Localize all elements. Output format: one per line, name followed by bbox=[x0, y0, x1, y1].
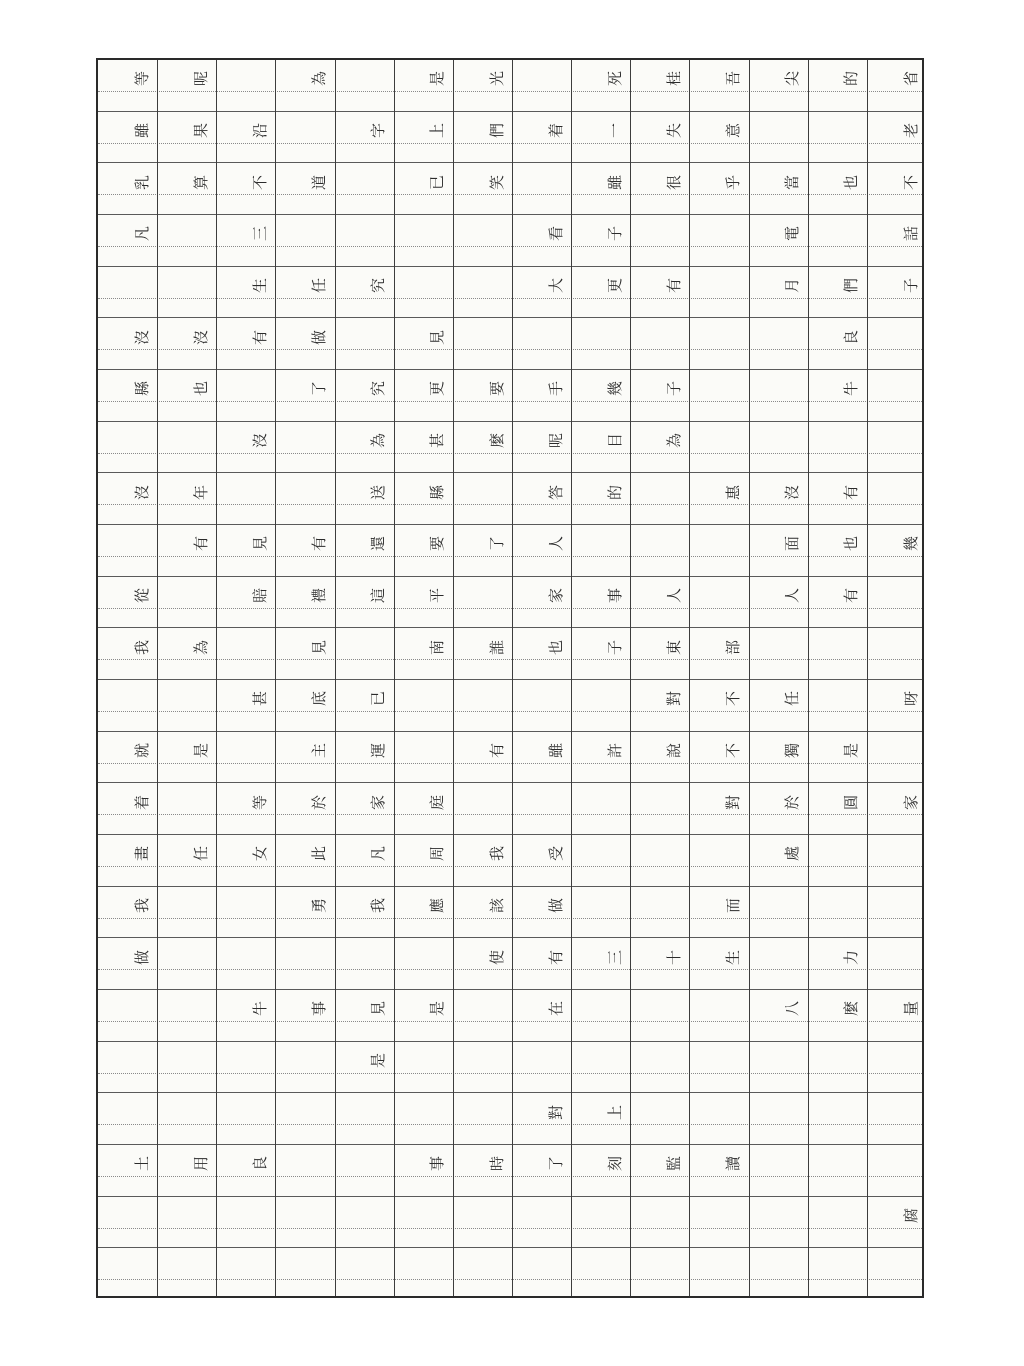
grid-character: 道 bbox=[310, 174, 329, 190]
grid-character: 乳 bbox=[132, 174, 151, 190]
grid-subline bbox=[98, 1197, 922, 1229]
grid-column-line bbox=[216, 60, 217, 1296]
grid-character: 甚 bbox=[250, 691, 269, 707]
grid-character: 良 bbox=[250, 1156, 269, 1172]
grid-character: 運 bbox=[369, 743, 388, 759]
grid-character: 縣 bbox=[428, 484, 447, 500]
grid-character: 們 bbox=[487, 123, 506, 139]
grid-character: 月 bbox=[783, 278, 802, 294]
grid-character: 此 bbox=[310, 846, 329, 862]
grid-character: 為 bbox=[664, 433, 683, 449]
grid-character: 呀 bbox=[901, 691, 920, 707]
grid-character: 也 bbox=[842, 536, 861, 552]
grid-character: 東 bbox=[664, 639, 683, 655]
grid-character: 而 bbox=[724, 898, 743, 914]
grid-subline bbox=[98, 1248, 922, 1280]
grid-character: 呢 bbox=[191, 71, 210, 87]
grid-column-line bbox=[808, 60, 809, 1296]
grid-character: 子 bbox=[605, 639, 624, 655]
grid-column-line bbox=[157, 60, 158, 1296]
grid-character: 該 bbox=[487, 898, 506, 914]
grid-character: 主 bbox=[310, 743, 329, 759]
grid-character: 周 bbox=[428, 846, 447, 862]
grid-character: 沒 bbox=[132, 329, 151, 345]
grid-subline bbox=[98, 938, 922, 970]
grid-character: 對 bbox=[546, 1104, 565, 1120]
grid-character: 更 bbox=[428, 381, 447, 397]
grid-character: 幾 bbox=[605, 381, 624, 397]
grid-character: 做 bbox=[132, 949, 151, 965]
grid-character: 生 bbox=[250, 278, 269, 294]
grid-character: 尖 bbox=[783, 71, 802, 87]
grid-character: 幾 bbox=[901, 536, 920, 552]
grid-character: 着 bbox=[546, 123, 565, 139]
grid-character: 家 bbox=[901, 794, 920, 810]
grid-character: 吾 bbox=[724, 71, 743, 87]
grid-character: 做 bbox=[546, 898, 565, 914]
grid-character: 送 bbox=[369, 484, 388, 500]
grid-character: 事 bbox=[605, 588, 624, 604]
grid-character: 子 bbox=[605, 226, 624, 242]
grid-character: 要 bbox=[428, 536, 447, 552]
grid-subline bbox=[98, 628, 922, 660]
grid-character: 面 bbox=[783, 536, 802, 552]
grid-character: 惠 bbox=[724, 484, 743, 500]
grid-character: 麼 bbox=[842, 1001, 861, 1017]
grid-character: 雖 bbox=[546, 743, 565, 759]
grid-character: 等 bbox=[250, 794, 269, 810]
grid-character: 用 bbox=[191, 1156, 210, 1172]
grid-subline bbox=[98, 1093, 922, 1125]
grid-character: 說 bbox=[664, 743, 683, 759]
grid-subline bbox=[98, 1042, 922, 1074]
grid-character: 受 bbox=[546, 846, 565, 862]
grid-character: 有 bbox=[546, 949, 565, 965]
grid-character: 不 bbox=[724, 743, 743, 759]
grid-character: 生 bbox=[724, 949, 743, 965]
grid-character: 人 bbox=[664, 588, 683, 604]
grid-character: 畫 bbox=[132, 846, 151, 862]
grid-character: 事 bbox=[428, 1156, 447, 1172]
grid-column-line bbox=[630, 60, 631, 1296]
grid-character: 光 bbox=[487, 71, 506, 87]
grid-character: 手 bbox=[546, 381, 565, 397]
grid-character: 十 bbox=[664, 949, 683, 965]
grid-character: 不 bbox=[901, 174, 920, 190]
grid-character: 監 bbox=[664, 1156, 683, 1172]
grid-character: 做 bbox=[310, 329, 329, 345]
grid-character: 上 bbox=[428, 123, 447, 139]
grid-character: 乎 bbox=[724, 174, 743, 190]
grid-subline bbox=[98, 887, 922, 919]
grid-character: 大 bbox=[546, 278, 565, 294]
grid-character: 笑 bbox=[487, 174, 506, 190]
grid-character: 也 bbox=[842, 174, 861, 190]
grid-character: 是 bbox=[428, 1001, 447, 1017]
grid-subline bbox=[98, 370, 922, 402]
grid-character: 雖 bbox=[132, 123, 151, 139]
grid-character: 目 bbox=[605, 433, 624, 449]
grid-character: 看 bbox=[546, 226, 565, 242]
grid-character: 不 bbox=[250, 174, 269, 190]
grid-character: 沒 bbox=[191, 329, 210, 345]
grid-character: 事 bbox=[310, 1001, 329, 1017]
grid-character: 凡 bbox=[369, 846, 388, 862]
grid-character: 獨 bbox=[783, 743, 802, 759]
grid-character: 家 bbox=[369, 794, 388, 810]
grid-character: 沒 bbox=[250, 433, 269, 449]
grid-character: 這 bbox=[369, 588, 388, 604]
grid-character: 有 bbox=[487, 743, 506, 759]
grid-subline bbox=[98, 318, 922, 350]
grid-character: 的 bbox=[842, 71, 861, 87]
grid-character: 我 bbox=[369, 898, 388, 914]
grid-character: 刻 bbox=[605, 1156, 624, 1172]
grid-column-line bbox=[394, 60, 395, 1296]
grid-column-line bbox=[512, 60, 513, 1296]
grid-character: 力 bbox=[842, 949, 861, 965]
grid-character: 意 bbox=[724, 123, 743, 139]
grid-character: 年 bbox=[191, 484, 210, 500]
grid-character: 人 bbox=[546, 536, 565, 552]
grid-character: 當 bbox=[783, 174, 802, 190]
grid-character: 有 bbox=[191, 536, 210, 552]
grid-character: 任 bbox=[310, 278, 329, 294]
grid-character: 的 bbox=[605, 484, 624, 500]
grid-character: 對 bbox=[664, 691, 683, 707]
grid-character: 字 bbox=[369, 123, 388, 139]
grid-character: 為 bbox=[310, 71, 329, 87]
grid-character: 牛 bbox=[842, 381, 861, 397]
grid-character: 牛 bbox=[250, 1001, 269, 1017]
grid-character: 任 bbox=[191, 846, 210, 862]
grid-column-line bbox=[749, 60, 750, 1296]
grid-character: 還 bbox=[369, 536, 388, 552]
grid-column-line bbox=[453, 60, 454, 1296]
grid-character: 任 bbox=[783, 691, 802, 707]
grid-character: 是 bbox=[842, 743, 861, 759]
grid-character: 要 bbox=[487, 381, 506, 397]
grid-character: 從 bbox=[132, 588, 151, 604]
grid-character: 腐 bbox=[901, 1208, 920, 1224]
grid-character: 子 bbox=[901, 278, 920, 294]
grid-subline bbox=[98, 112, 922, 144]
grid-character: 答 bbox=[546, 484, 565, 500]
grid-character: 許 bbox=[605, 743, 624, 759]
grid-character: 是 bbox=[191, 743, 210, 759]
grid-character: 我 bbox=[132, 639, 151, 655]
grid-character: 為 bbox=[191, 639, 210, 655]
grid-character: 部 bbox=[724, 639, 743, 655]
grid-character: 處 bbox=[783, 846, 802, 862]
grid-character: 量 bbox=[901, 1001, 920, 1017]
grid-character: 了 bbox=[310, 381, 329, 397]
grid-character: 使 bbox=[487, 949, 506, 965]
grid-character: 縣 bbox=[132, 381, 151, 397]
grid-character: 平 bbox=[428, 588, 447, 604]
grid-character: 究 bbox=[369, 278, 388, 294]
grid-character: 不 bbox=[724, 691, 743, 707]
grid-character: 於 bbox=[783, 794, 802, 810]
grid-character: 們 bbox=[842, 278, 861, 294]
grid-character: 有 bbox=[310, 536, 329, 552]
grid-character: 甚 bbox=[428, 433, 447, 449]
grid-character: 是 bbox=[369, 1053, 388, 1069]
grid-character: 已 bbox=[369, 691, 388, 707]
grid-character: 了 bbox=[546, 1156, 565, 1172]
grid-character: 已 bbox=[428, 174, 447, 190]
grid-character: 底 bbox=[310, 691, 329, 707]
character-grid-sheet bbox=[96, 58, 924, 1298]
grid-character: 對 bbox=[724, 794, 743, 810]
grid-character: 着 bbox=[132, 794, 151, 810]
grid-character: 麼 bbox=[487, 433, 506, 449]
grid-character: 三 bbox=[250, 226, 269, 242]
grid-character: 失 bbox=[664, 123, 683, 139]
grid-character: 等 bbox=[132, 71, 151, 87]
grid-character: 見 bbox=[369, 1001, 388, 1017]
grid-character: 有 bbox=[664, 278, 683, 294]
grid-character: 凡 bbox=[132, 226, 151, 242]
grid-character: 勇 bbox=[310, 898, 329, 914]
grid-character: 雖 bbox=[605, 174, 624, 190]
grid-character: 很 bbox=[664, 174, 683, 190]
grid-character: 更 bbox=[605, 278, 624, 294]
grid-character: 家 bbox=[546, 588, 565, 604]
grid-character: 沒 bbox=[132, 484, 151, 500]
grid-character: 我 bbox=[487, 846, 506, 862]
grid-character: 禮 bbox=[310, 588, 329, 604]
grid-character: 女 bbox=[250, 846, 269, 862]
grid-character: 就 bbox=[132, 743, 151, 759]
grid-character: 見 bbox=[428, 329, 447, 345]
grid-character: 果 bbox=[191, 123, 210, 139]
grid-character: 上 bbox=[605, 1104, 624, 1120]
grid-character: 我 bbox=[132, 898, 151, 914]
grid-character: 讀 bbox=[724, 1156, 743, 1172]
grid-character: 呢 bbox=[546, 433, 565, 449]
grid-character: 圓 bbox=[842, 794, 861, 810]
grid-character: 誰 bbox=[487, 639, 506, 655]
grid-column-line bbox=[571, 60, 572, 1296]
grid-character: 一 bbox=[605, 123, 624, 139]
grid-character: 話 bbox=[901, 226, 920, 242]
grid-character: 究 bbox=[369, 381, 388, 397]
grid-character: 為 bbox=[369, 433, 388, 449]
grid-column-line bbox=[335, 60, 336, 1296]
grid-character: 人 bbox=[783, 588, 802, 604]
grid-character: 土 bbox=[132, 1156, 151, 1172]
grid-character: 良 bbox=[842, 329, 861, 345]
grid-character: 時 bbox=[487, 1156, 506, 1172]
grid-column-line bbox=[689, 60, 690, 1296]
grid-character: 桂 bbox=[664, 71, 683, 87]
grid-character: 沿 bbox=[250, 123, 269, 139]
grid-character: 也 bbox=[546, 639, 565, 655]
grid-character: 見 bbox=[250, 536, 269, 552]
grid-character: 電 bbox=[783, 226, 802, 242]
grid-character: 見 bbox=[310, 639, 329, 655]
grid-character: 子 bbox=[664, 381, 683, 397]
grid-character: 了 bbox=[487, 536, 506, 552]
grid-character: 死 bbox=[605, 71, 624, 87]
grid-character: 庭 bbox=[428, 794, 447, 810]
grid-character: 南 bbox=[428, 639, 447, 655]
grid-character: 算 bbox=[191, 174, 210, 190]
grid-character: 有 bbox=[842, 484, 861, 500]
grid-character: 在 bbox=[546, 1001, 565, 1017]
grid-character: 賠 bbox=[250, 588, 269, 604]
grid-column-line bbox=[867, 60, 868, 1296]
grid-character: 八 bbox=[783, 1001, 802, 1017]
grid-character: 是 bbox=[428, 71, 447, 87]
grid-column-line bbox=[275, 60, 276, 1296]
grid-character: 應 bbox=[428, 898, 447, 914]
grid-character: 於 bbox=[310, 794, 329, 810]
grid-character: 沒 bbox=[783, 484, 802, 500]
grid-character: 有 bbox=[250, 329, 269, 345]
grid-character: 老 bbox=[901, 123, 920, 139]
grid-character: 也 bbox=[191, 381, 210, 397]
grid-character: 省 bbox=[901, 71, 920, 87]
grid-subline bbox=[98, 1145, 922, 1177]
grid-subline bbox=[98, 422, 922, 454]
grid-character: 三 bbox=[605, 949, 624, 965]
grid-character: 有 bbox=[842, 588, 861, 604]
